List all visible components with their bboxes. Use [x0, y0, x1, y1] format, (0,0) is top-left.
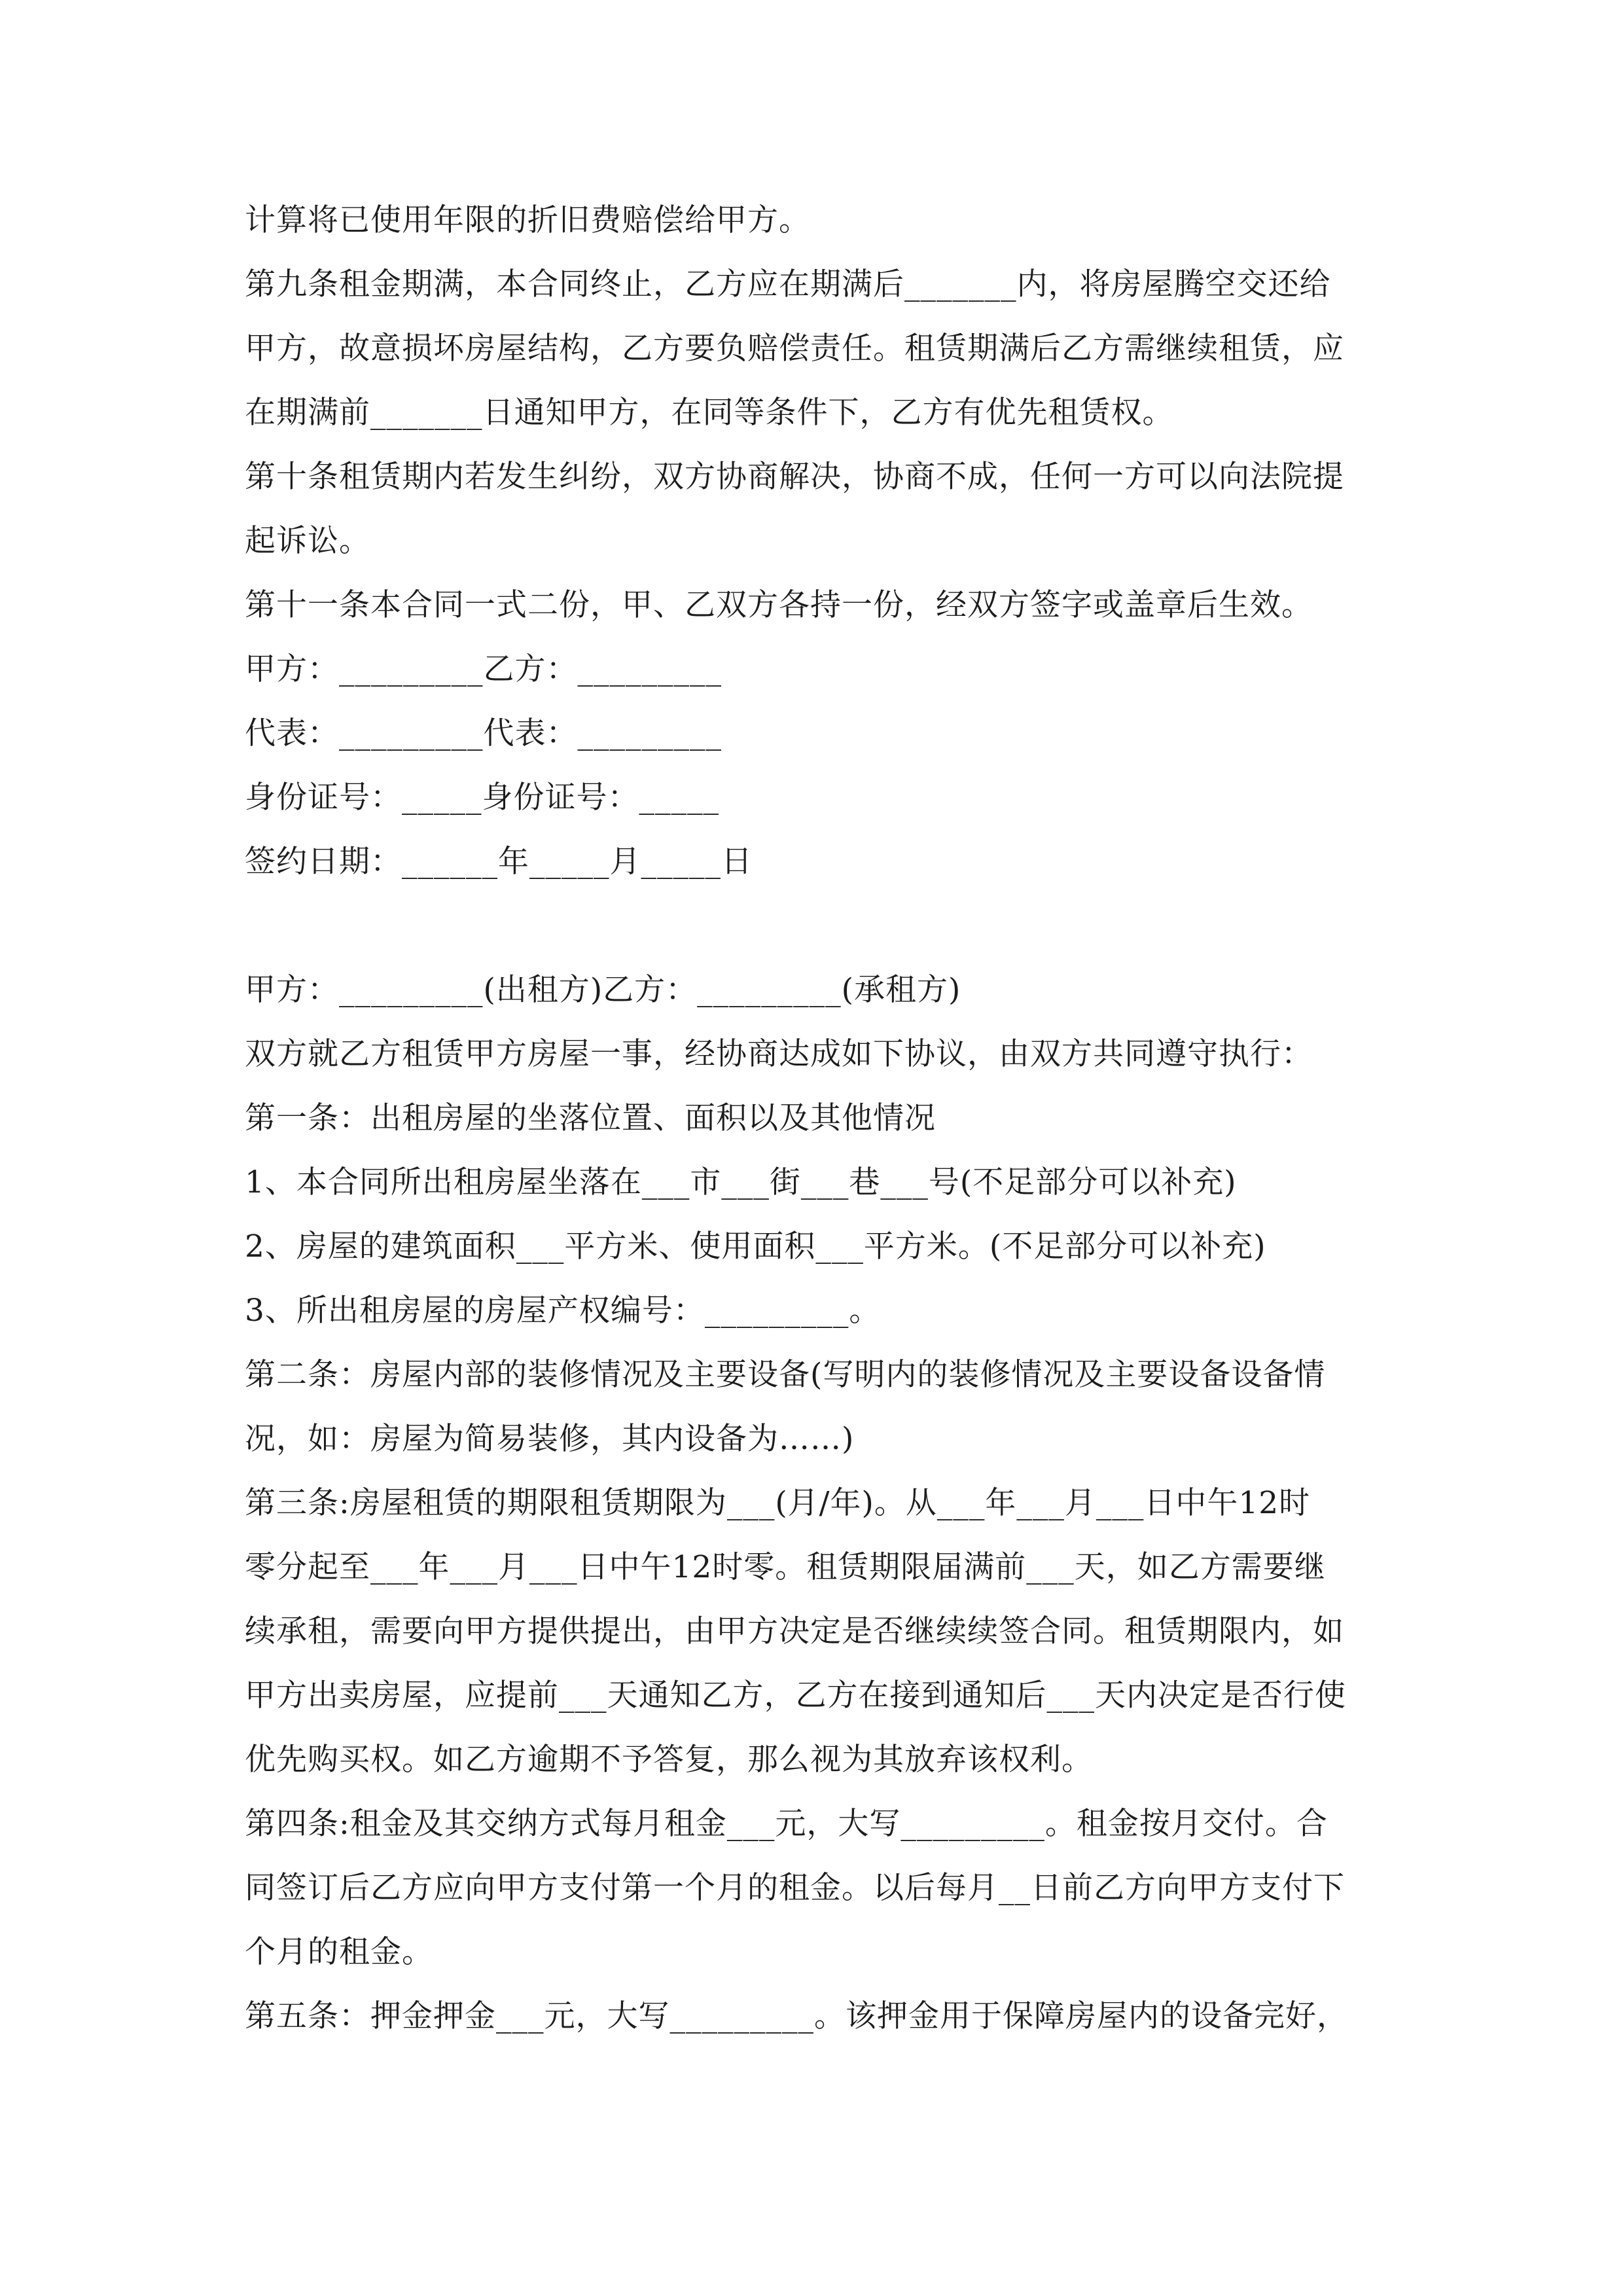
clause-heading: 第四条:租金及其交纳方式每月租金___元，大写_________。租金按月交付。合	[245, 1806, 1328, 1842]
text-line: 3、所出租房屋的房屋产权编号：_________。	[245, 1293, 881, 1329]
text-line: 双方就乙方租赁甲方房屋一事，经协商达成如下协议，由双方共同遵守执行：	[245, 1036, 1313, 1072]
parties-line: 甲方：_________(出租方)乙方：_________(承租方)	[245, 972, 961, 1008]
text-line: 甲方，故意损坏房屋结构，乙方要负赔偿责任。租赁期满后乙方需继续租赁，应	[245, 331, 1344, 367]
text-line: 个月的租金。	[245, 1934, 433, 1970]
text-line: 第十条租赁期内若发生纠纷，双方协商解决，协商不成，任何一方可以向法院提	[245, 459, 1344, 495]
signature-date-line: 签约日期：______年_____月_____日	[245, 844, 753, 880]
text-line: 零分起至___年___月___日中午12时零。租赁期限届满前___天，如乙方需要继	[245, 1549, 1326, 1585]
text-line: 在期满前_______日通知甲方，在同等条件下，乙方有优先租赁权。	[245, 395, 1174, 431]
signature-id-line: 身份证号：_____身份证号：_____	[245, 780, 719, 816]
text-line: 甲方出卖房屋，应提前___天通知乙方，乙方在接到通知后___天内决定是否行使	[245, 1677, 1346, 1713]
signature-representative-line: 代表：_________代表：_________	[245, 715, 722, 751]
text-line: 续承租，需要向甲方提供提出，由甲方决定是否继续续签合同。租赁期限内，如	[245, 1613, 1344, 1649]
clause-heading: 第二条：房屋内部的装修情况及主要设备(写明内的装修情况及主要设备设备情	[245, 1357, 1326, 1393]
text-line: 况，如：房屋为简易装修，其内设备为……)	[245, 1421, 855, 1457]
contract-text	[245, 188, 1383, 2049]
text-line: 同签订后乙方应向甲方支付第一个月的租金。以后每月__日前乙方向甲方支付下	[245, 1870, 1345, 1906]
clause-heading: 第五条：押金押金___元，大写_________。该押金用于保障房屋内的设备完好，	[245, 1998, 1348, 2034]
text-line: 2、房屋的建筑面积___平方米、使用面积___平方米。(不足部分可以补充)	[245, 1229, 1266, 1265]
text-line: 起诉讼。	[245, 523, 370, 559]
text-line: 第九条租金期满，本合同终止，乙方应在期满后_______内，将房屋腾空交还给	[245, 266, 1331, 302]
text-line: 1、本合同所出租房屋坐落在___市___街___巷___号(不足部分可以补充)	[245, 1164, 1237, 1200]
section-gap	[245, 894, 1383, 958]
text-line: 第十一条本合同一式二份，甲、乙双方各持一份，经双方签字或盖章后生效。	[245, 587, 1313, 623]
signature-party-line: 甲方：_________乙方：_________	[245, 651, 722, 687]
clause-heading: 第三条:房屋租赁的期限租赁期限为___(月/年)。从___年___月___日中午12时	[245, 1485, 1311, 1521]
text-line: 优先购买权。如乙方逾期不予答复，那么视为其放弃该权利。	[245, 1742, 1093, 1778]
text-line: 计算将已使用年限的折旧费赔偿给甲方。	[245, 202, 810, 238]
clause-heading: 第一条：出租房屋的坐落位置、面积以及其他情况	[245, 1100, 936, 1136]
